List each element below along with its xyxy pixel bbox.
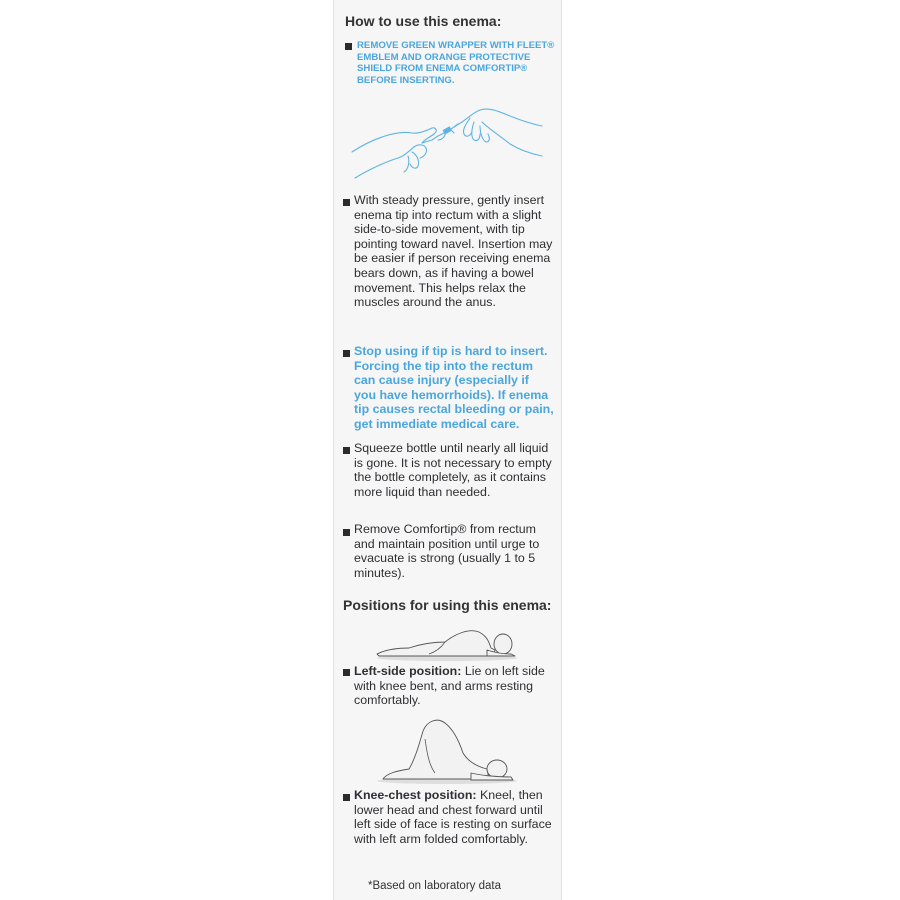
- knee-chest-position-text: [354, 788, 554, 846]
- left-side-position-illustration: [375, 620, 520, 662]
- knee-chest-position-illustration: [375, 715, 520, 785]
- bullet-icon: [343, 794, 350, 801]
- left-side-position-desc: Lie on left side with knee bent, and arms resting comfortably.: [354, 664, 545, 708]
- knee-chest-position-desc: Kneel, then lower head and chest forward until left side of face is resting on surface with left arm folded comfortably.: [354, 788, 552, 846]
- positions-heading: Positions for using this enema:: [343, 597, 552, 613]
- bullet-icon: [343, 350, 350, 357]
- insert-tip-instruction: With steady pressure, gently insert enema tip into rectum with a slight side-to-side movement, with tip pointing toward navel. Insertion may be easier if person receiving enema bears down, as if having a bowel movement. This helps relax the muscles around the anus.: [354, 193, 553, 310]
- how-to-use-heading: How to use this enema:: [345, 13, 502, 29]
- squeeze-bottle-instruction: Squeeze bottle until nearly all liquid is gone. It is not necessary to empty the bottle completely, as it contains more liquid than needed.: [354, 441, 552, 499]
- hands-removing-tip-illustration: [350, 100, 545, 185]
- left-side-position-label: Left-side position:: [354, 664, 462, 678]
- bullet-icon: [343, 447, 350, 454]
- knee-chest-position-label: Knee-chest position:: [354, 788, 477, 802]
- bullet-icon: [343, 669, 350, 676]
- stop-using-warning: Stop using if tip is hard to insert. Forcing the tip into the rectum can cause injury (especially if you have hemorrhoids). If enema tip causes rectal bleeding or pain, get immediate medical care.: [354, 344, 554, 431]
- left-side-position-text: [354, 664, 554, 708]
- bullet-icon: [343, 529, 350, 536]
- bullet-icon: [345, 43, 352, 50]
- footnote: *Based on laboratory data: [368, 880, 501, 892]
- bullet-icon: [343, 199, 350, 206]
- remove-wrapper-warning: REMOVE GREEN WRAPPER WITH FLEET® EMBLEM AND ORANGE PROTECTIVE SHIELD FROM ENEMA COMFORTIP® BEFORE INSERTING.: [357, 40, 555, 86]
- remove-comfortip-instruction: Remove Comfortip® from rectum and maintain position until urge to evacuate is strong (usually 1 to 5 minutes).: [354, 522, 540, 580]
